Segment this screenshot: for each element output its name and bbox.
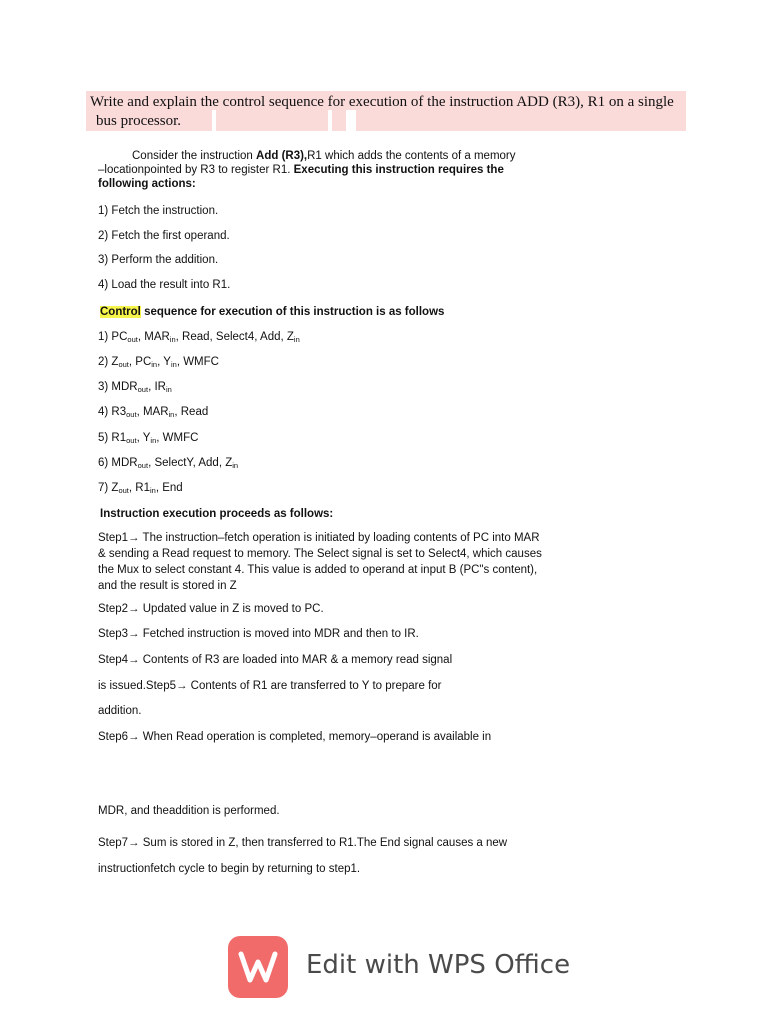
intro-rest: R1 which adds the contents of a memory bbox=[307, 150, 516, 162]
step-7-continued: instructionfetch cycle to begin by returning to step1. bbox=[98, 863, 361, 875]
step-text: , R1 bbox=[128, 482, 150, 494]
subscript: out bbox=[118, 486, 129, 495]
subscript: in bbox=[149, 486, 156, 495]
step-text: , MAR bbox=[137, 331, 170, 343]
step-4: Step4→ Contents of R3 are loaded into MAR & a memory read signal bbox=[98, 654, 453, 666]
step-text: , WMFC bbox=[156, 432, 199, 444]
subscript: in bbox=[151, 360, 158, 369]
action-item: 2) Fetch the first operand. bbox=[98, 230, 230, 242]
highlighted-word: Control bbox=[100, 306, 141, 318]
step-text: , IR bbox=[148, 381, 166, 393]
subscript: in bbox=[293, 335, 300, 344]
subscript: in bbox=[232, 461, 239, 470]
subscript: out bbox=[126, 410, 137, 419]
intro-line-2b: Executing this instruction requires the bbox=[293, 164, 504, 176]
step-text: 5) R1 bbox=[98, 432, 127, 444]
step-4-end: addition. bbox=[98, 705, 142, 717]
control-heading bbox=[100, 304, 444, 320]
control-step-7 bbox=[98, 480, 183, 499]
title-line-1: Write and explain the control sequence for execution of the instruction ADD (R3), R1 on a single bbox=[90, 94, 674, 110]
wps-w-logo-icon[interactable] bbox=[228, 936, 288, 998]
subscript: in bbox=[165, 385, 172, 394]
edit-with-wps-label[interactable]: Edit with WPS Office bbox=[306, 950, 571, 980]
step-4-continued: is issued.Step5→ Contents of R1 are transferred to Y to prepare for bbox=[98, 680, 442, 692]
step-3: Step3→ Fetched instruction is moved into MDR and then to IR. bbox=[98, 628, 419, 640]
step-1-paragraph: Step1→ The instruction–fetch operation is initiated by loading contents of PC into MAR & sending a Read request to memory. The Select signal is set to Select4, which causes the Mux to select constant 4. This value is added to operand at input B (PC"s content), and the result is stored in Z bbox=[98, 532, 542, 592]
action-item: 3) Perform the addition. bbox=[98, 254, 219, 266]
step-text: , End bbox=[155, 482, 183, 494]
step-text: , Y bbox=[157, 356, 171, 368]
control-step-2 bbox=[98, 354, 219, 373]
step-text: 1) PC bbox=[98, 331, 128, 343]
control-step-4 bbox=[98, 404, 208, 423]
title-line-2: bus processor. bbox=[96, 113, 181, 129]
control-step-5 bbox=[98, 430, 198, 449]
step-text: 4) R3 bbox=[98, 406, 127, 418]
control-step-3 bbox=[98, 379, 172, 398]
subscript: in bbox=[169, 335, 176, 344]
step-text: 3) MDR bbox=[98, 381, 138, 393]
execution-heading: Instruction execution proceeds as follows: bbox=[100, 508, 334, 520]
subscript: in bbox=[168, 410, 175, 419]
step-text: 2) Z bbox=[98, 356, 119, 368]
step-text: , PC bbox=[128, 356, 152, 368]
subscript: out bbox=[126, 436, 137, 445]
step-text: , SelectY, Add, Z bbox=[148, 457, 233, 469]
intro-lead: Consider the instruction bbox=[132, 150, 257, 162]
control-heading-rest: sequence for execution of this instruction is as follows bbox=[140, 306, 445, 318]
step-text: , MAR bbox=[136, 406, 169, 418]
subscript: out bbox=[118, 360, 129, 369]
intro-line-2a: –locationpointed by R3 to register R1. bbox=[98, 164, 294, 176]
action-item: 4) Load the result into R1. bbox=[98, 279, 231, 291]
subscript: out bbox=[127, 335, 138, 344]
intro-instruction: Add (R3), bbox=[256, 150, 308, 162]
wps-w-glyph-icon bbox=[228, 936, 288, 998]
step-text: 6) MDR bbox=[98, 457, 138, 469]
control-step-1 bbox=[98, 329, 300, 348]
subscript: in bbox=[150, 436, 157, 445]
step-6: Step6→ When Read operation is completed, memory–operand is available in bbox=[98, 731, 492, 743]
subscript: in bbox=[170, 360, 177, 369]
step-text: , WMFC bbox=[176, 356, 219, 368]
subscript: out bbox=[137, 461, 149, 470]
step-7: Step7→ Sum is stored in Z, then transferred to R1.The End signal causes a new bbox=[98, 837, 508, 849]
step-text: , Read, Select4, Add, Z bbox=[175, 331, 294, 343]
action-item: 1) Fetch the instruction. bbox=[98, 205, 219, 217]
question-title bbox=[90, 93, 686, 131]
step-2: Step2→ Updated value in Z is moved to PC. bbox=[98, 603, 324, 615]
step-text: , Y bbox=[136, 432, 151, 444]
step-text: 7) Z bbox=[98, 482, 119, 494]
intro-line-3: following actions: bbox=[98, 178, 196, 190]
step-6-continued: MDR, and theaddition is performed. bbox=[98, 805, 280, 817]
subscript: out bbox=[137, 385, 149, 394]
control-step-6 bbox=[98, 455, 238, 474]
step-text: , Read bbox=[174, 406, 209, 418]
